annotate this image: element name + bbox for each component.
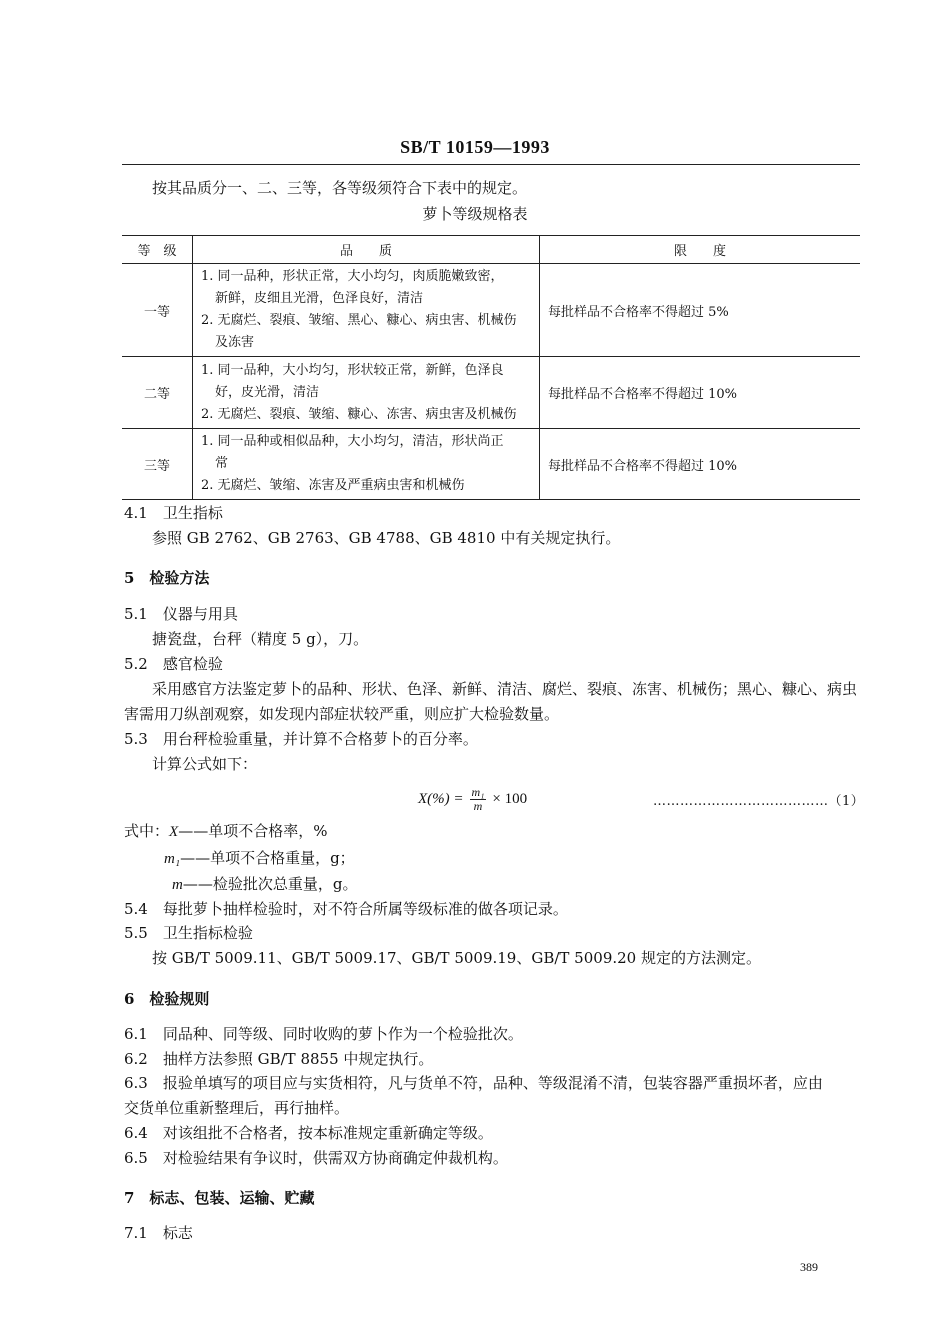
grade-cell: 一等: [122, 264, 193, 357]
section-5-4-heading: 5.4 每批萝卜抽样检验时，对不符合所属等级标准的做各项记录。: [124, 900, 568, 918]
table-title: 萝卜等级规格表: [422, 205, 528, 223]
quality-line: 1. 同一品种，大小均匀，形状较正常，新鲜，色泽良: [201, 362, 504, 378]
section-7-1-heading: 7.1 标志: [124, 1224, 193, 1242]
quality-line: 及冻害: [215, 335, 255, 350]
section-6-item: 6.5 对检验结果有争议时，供需双方协商确定仲裁机构。: [124, 1149, 508, 1167]
quality-cell: [193, 264, 540, 357]
col-header-limit: 限 度: [540, 236, 861, 264]
intro-text: 按其品质分一、二、三等，各等级须符合下表中的规定。: [152, 179, 528, 197]
section-5-3-body: 计算公式如下：: [152, 755, 258, 773]
section-6-item: 6.4 对该组批不合格者，按本标准规定重新确定等级。: [124, 1124, 493, 1142]
section-5-1-heading: 5.1 仪器与用具: [124, 605, 238, 623]
standard-number-header: SB/T 10159—1993: [400, 137, 550, 157]
where-symbol: X: [169, 824, 179, 840]
formula-rhs: × 100: [492, 791, 528, 807]
table-row: [122, 357, 860, 429]
grade-cell: 三等: [122, 429, 193, 500]
formula-denominator: m: [473, 799, 483, 813]
where-description: ——单项不合格率，%: [178, 822, 328, 840]
header-rule: [122, 164, 860, 165]
formula-1: [418, 786, 527, 813]
formula-fraction: [470, 786, 487, 813]
formula-lhs: X(%) =: [418, 791, 464, 807]
table-header-row: [122, 236, 860, 264]
where-symbol: m₁: [164, 851, 181, 867]
quality-cell: [193, 357, 540, 429]
col-header-grade: 等 级: [122, 236, 193, 264]
section-5-5-heading: 5.5 卫生指标检验: [124, 924, 253, 942]
quality-line: 1. 同一品种或相似品种，大小均匀，清洁，形状尚正: [201, 434, 504, 449]
section-6-item: 6.2 抽样方法参照 GB/T 8855 中规定执行。: [124, 1050, 434, 1068]
where-item: [172, 873, 357, 896]
table-row: [122, 264, 860, 357]
limit-cell: 每批样品不合格率不得超过 10%: [540, 357, 861, 429]
limit-cell: 每批样品不合格率不得超过 10%: [540, 429, 861, 500]
where-description: ——单项不合格重量，g；: [180, 849, 355, 867]
quality-line: 2. 无腐烂、裂痕、皱缩、黑心、糠心、病虫害、机械伤: [201, 313, 517, 328]
section-6-item: 6.3 报验单填写的项目应与实货相符，凡与货单不符，品种、等级混淆不清，包装容器严重损坏者，应由: [124, 1074, 823, 1092]
section-6-item: 6.1 同品种、同等级、同时收购的萝卜作为一个检验批次。: [124, 1025, 523, 1043]
quality-line: 新鲜，皮细且光滑，色泽良好，清洁: [215, 291, 424, 306]
section-6-heading: 6 检验规则: [124, 990, 210, 1008]
quality-line: 好，皮光滑，清洁: [215, 384, 320, 400]
section-5-3-heading: 5.3 用台秤检验重量，并计算不合格萝卜的百分率。: [124, 730, 478, 748]
section-5-2-body-line2: 害需用刀纵剖观察，如发现内部症状较严重，则应扩大检验数量。: [124, 705, 560, 723]
formula-number: …………………………………（1）: [653, 794, 865, 809]
section-6-item-continued: 交货单位重新整理后，再行抽样。: [124, 1099, 350, 1117]
table-row: [122, 429, 860, 500]
where-symbol: m: [172, 877, 183, 893]
col-header-quality: 品 质: [193, 236, 540, 264]
grade-spec-table: [122, 235, 860, 500]
section-5-1-body: 搪瓷盘，台秤（精度 5 g），刀。: [152, 630, 369, 648]
formula-numerator: m₁: [471, 785, 485, 799]
section-4-1-body: 参照 GB 2762、GB 2763、GB 4788、GB 4810 中有关规定执行。: [152, 529, 621, 547]
where-description: ——检验批次总重量，g。: [182, 875, 358, 893]
section-4-1-heading: 4.1 卫生指标: [124, 504, 223, 522]
where-lead: 式中：: [124, 822, 170, 840]
quality-line: 1. 同一品种，形状正常，大小均匀，肉质脆嫩致密，: [201, 269, 504, 284]
section-5-2-body-line1: 采用感官方法鉴定萝卜的品种、形状、色泽、新鲜、清洁、腐烂、裂痕、冻害、机械伤；黑心、糠心、病虫: [152, 680, 858, 698]
page-number: 389: [800, 1260, 818, 1274]
quality-line: 2. 无腐烂、皱缩、冻害及严重病虫害和机械伤: [201, 478, 465, 493]
quality-line: 常: [215, 456, 229, 471]
section-5-heading: 5 检验方法: [124, 569, 210, 587]
where-clause: [124, 820, 327, 843]
section-5-2-heading: 5.2 感官检验: [124, 655, 223, 673]
grade-cell: 二等: [122, 357, 193, 429]
quality-cell: [193, 429, 540, 500]
where-item: [164, 847, 355, 870]
section-5-5-body: 按 GB/T 5009.11、GB/T 5009.17、GB/T 5009.19、GB/T 5009.20 规定的方法测定。: [152, 949, 761, 967]
quality-line: 2. 无腐烂、裂痕、皱缩、糠心、冻害、病虫害及机械伤: [201, 406, 517, 422]
limit-cell: 每批样品不合格率不得超过 5%: [540, 264, 861, 357]
section-7-heading: 7 标志、包装、运输、贮藏: [124, 1189, 315, 1207]
